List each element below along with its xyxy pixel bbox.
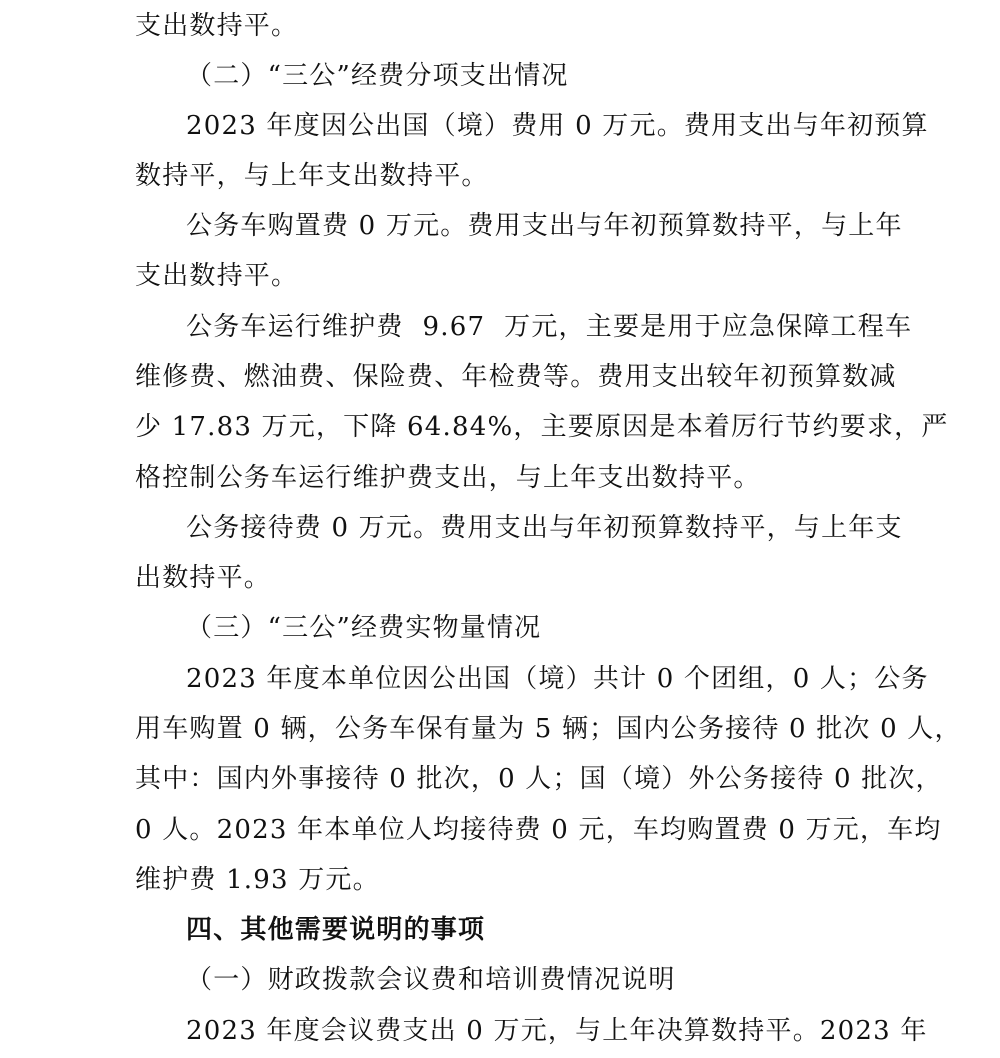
paragraph-line: 0 人。2023 年本单位人均接待费 0 元，车均购置费 0 万元，车均	[135, 815, 942, 845]
paragraph-line: 公务车购置费 0 万元。费用支出与年初预算数持平，与上年	[186, 211, 903, 241]
paragraph-line: 格控制公务车运行维护费支出，与上年支出数持平。	[135, 463, 761, 493]
paragraph-line: 2023 年度本单位因公出国（境）共计 0 个团组，0 人；公务	[186, 664, 929, 694]
paragraph-line: 支出数持平。	[135, 261, 299, 291]
subsection-heading: （三）“三公”经费实物量情况	[186, 613, 542, 643]
paragraph-line: 数持平，与上年支出数持平。	[135, 161, 489, 191]
subsection-heading: （一）财政拨款会议费和培训费情况说明	[186, 965, 676, 995]
paragraph-line: 维修费、燃油费、保险费、年检费等。费用支出较年初预算数减	[135, 362, 897, 392]
paragraph-line: 支出数持平。	[135, 11, 299, 41]
section-heading: 四、其他需要说明的事项	[186, 915, 486, 945]
paragraph-line: 2023 年度会议费支出 0 万元，与上年决算数持平。2023 年	[186, 1016, 928, 1046]
subsection-heading: （二）“三公”经费分项支出情况	[186, 61, 569, 91]
paragraph-line: 用车购置 0 辆，公务车保有量为 5 辆；国内公务接待 0 批次 0 人，	[135, 714, 962, 744]
paragraph-line: 少 17.83 万元，下降 64.84%，主要原因是本着厉行节约要求，严	[135, 412, 949, 442]
paragraph-line: 维护费 1.93 万元。	[135, 865, 380, 895]
paragraph-line: 出数持平。	[135, 563, 272, 593]
paragraph-line: 公务接待费 0 万元。费用支出与年初预算数持平，与上年支	[186, 513, 903, 543]
paragraph-line: 其中：国内外事接待 0 批次，0 人；国（境）外公务接待 0 批次，	[135, 764, 943, 794]
paragraph-line: 2023 年度因公出国（境）费用 0 万元。费用支出与年初预算	[186, 111, 929, 141]
paragraph-line: 公务车运行维护费 9.67 万元，主要是用于应急保障工程车	[186, 312, 913, 342]
